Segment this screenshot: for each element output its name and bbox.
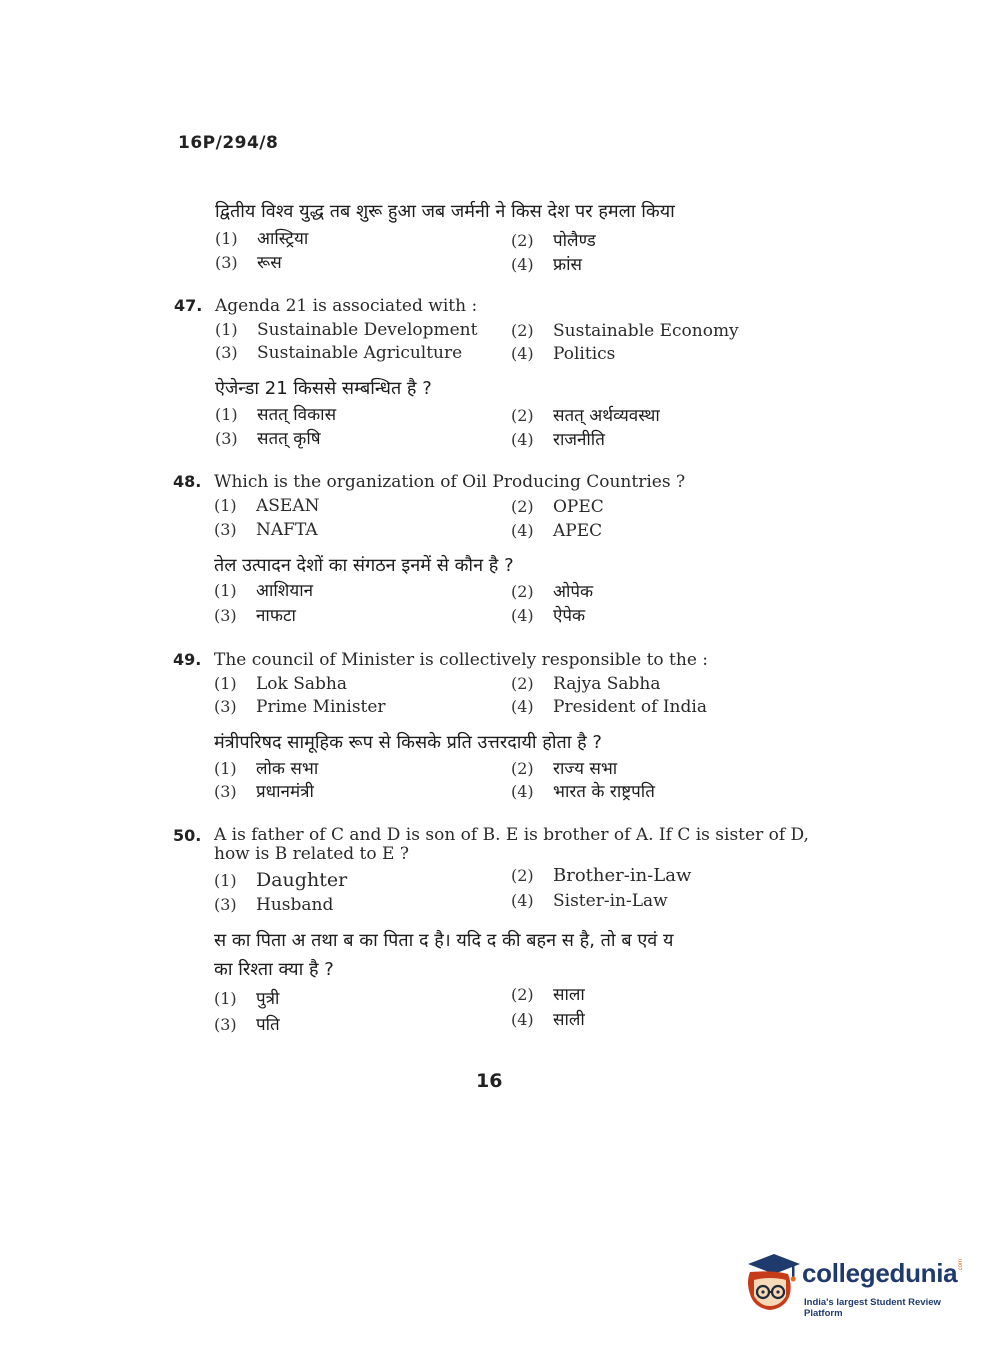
collegedunia-logo xyxy=(740,1250,970,1320)
logo-tagline: India's largest Student Review Platform xyxy=(804,1297,941,1319)
q47-hindi-option-2: (2) सतत् अर्थव्यवस्था xyxy=(511,406,660,426)
q50-english-line-2: how is B related to E ? xyxy=(214,844,409,864)
q47-option-3: (3) Sustainable Agriculture xyxy=(215,343,463,363)
q50-number: 50. xyxy=(173,826,202,845)
q46-hindi-option-4: (4) फ्रांस xyxy=(511,255,583,275)
q49-hindi-option-1: (1) लोक सभा xyxy=(214,759,319,779)
q50-option-2: (2) Brother-in-Law xyxy=(511,865,692,886)
q47-hindi-option-4: (4) राजनीति xyxy=(511,430,605,450)
q49-number: 49. xyxy=(173,650,202,669)
q50-hindi-option-1: (1) पुत्री xyxy=(214,989,280,1009)
logo-wordmark: collegedunia xyxy=(802,1258,958,1288)
q49-hindi-option-2: (2) राज्य सभा xyxy=(511,759,618,779)
q50-hindi-option-3: (3) पति xyxy=(214,1015,280,1035)
q48-option-1: (1) ASEAN xyxy=(214,496,320,516)
q48-option-3: (3) NAFTA xyxy=(214,520,318,540)
q48-hindi-option-2: (2) ओपेक xyxy=(511,582,594,602)
q48-hindi-option-4: (4) ऐपेक xyxy=(511,606,586,626)
q49-hindi-option-3: (3) प्रधानमंत्री xyxy=(214,782,314,802)
q47-hindi-option-1: (1) सतत् विकास xyxy=(215,405,337,425)
q48-english-text: Which is the organization of Oil Producing Countries ? xyxy=(214,472,686,492)
q49-option-4: (4) President of India xyxy=(511,697,707,717)
q50-option-3: (3) Husband xyxy=(214,895,334,915)
q46-hindi-option-3: (3) रूस xyxy=(215,253,282,273)
q49-english-text: The council of Minister is collectively responsible to the : xyxy=(214,650,709,670)
q47-option-2: (2) Sustainable Economy xyxy=(511,321,739,341)
mascot-icon xyxy=(740,1250,802,1316)
q49-option-1: (1) Lok Sabha xyxy=(214,674,347,694)
q47-english-text: Agenda 21 is associated with : xyxy=(215,296,478,316)
q46-hindi-text: द्वितीय विश्व युद्ध तब शुरू हुआ जब जर्मनी ने किस देश पर हमला किया xyxy=(215,201,675,222)
logo-suffix: .com xyxy=(958,1258,964,1272)
q49-hindi-text: मंत्रीपरिषद सामूहिक रूप से किसके प्रति उत्तरदायी होता है ? xyxy=(214,732,602,753)
q49-option-3: (3) Prime Minister xyxy=(214,697,386,717)
q48-option-4: (4) APEC xyxy=(511,521,603,541)
q47-option-1: (1) Sustainable Development xyxy=(215,320,478,340)
q50-hindi-option-2: (2) साला xyxy=(511,985,585,1005)
q48-hindi-option-3: (3) नाफटा xyxy=(214,606,296,626)
q47-option-4: (4) Politics xyxy=(511,344,616,364)
q46-hindi-option-2: (2) पोलैण्ड xyxy=(511,231,596,251)
q50-hindi-line-1: स का पिता अ तथा ब का पिता द है। यदि द की बहन स है, तो ब एवं य xyxy=(214,930,674,951)
q50-option-1: (1) Daughter xyxy=(214,869,348,891)
q48-number: 48. xyxy=(173,472,202,491)
q49-hindi-option-4: (4) भारत के राष्ट्रपति xyxy=(511,782,655,802)
q48-option-2: (2) OPEC xyxy=(511,497,604,517)
q46-hindi-option-1: (1) आस्ट्रिया xyxy=(215,229,309,249)
q47-number: 47. xyxy=(174,296,203,315)
q47-hindi-option-3: (3) सतत् कृषि xyxy=(215,429,321,449)
q50-hindi-option-4: (4) साली xyxy=(511,1010,585,1030)
q50-option-4: (4) Sister-in-Law xyxy=(511,891,668,911)
q48-hindi-text: तेल उत्पादन देशों का संगठन इनमें से कौन है ? xyxy=(214,555,514,576)
q50-english-line-1: A is father of C and D is son of B. E is brother of A. If C is sister of D, xyxy=(214,825,809,845)
q49-option-2: (2) Rajya Sabha xyxy=(511,674,661,694)
q47-hindi-text: ऐजेन्डा 21 किससे सम्बन्धित है ? xyxy=(215,378,432,399)
q50-hindi-line-2: का रिश्ता क्या है ? xyxy=(214,959,334,980)
page-number: 16 xyxy=(476,1070,503,1092)
q48-hindi-option-1: (1) आशियान xyxy=(214,581,314,601)
paper-code: 16P/294/8 xyxy=(178,133,279,153)
